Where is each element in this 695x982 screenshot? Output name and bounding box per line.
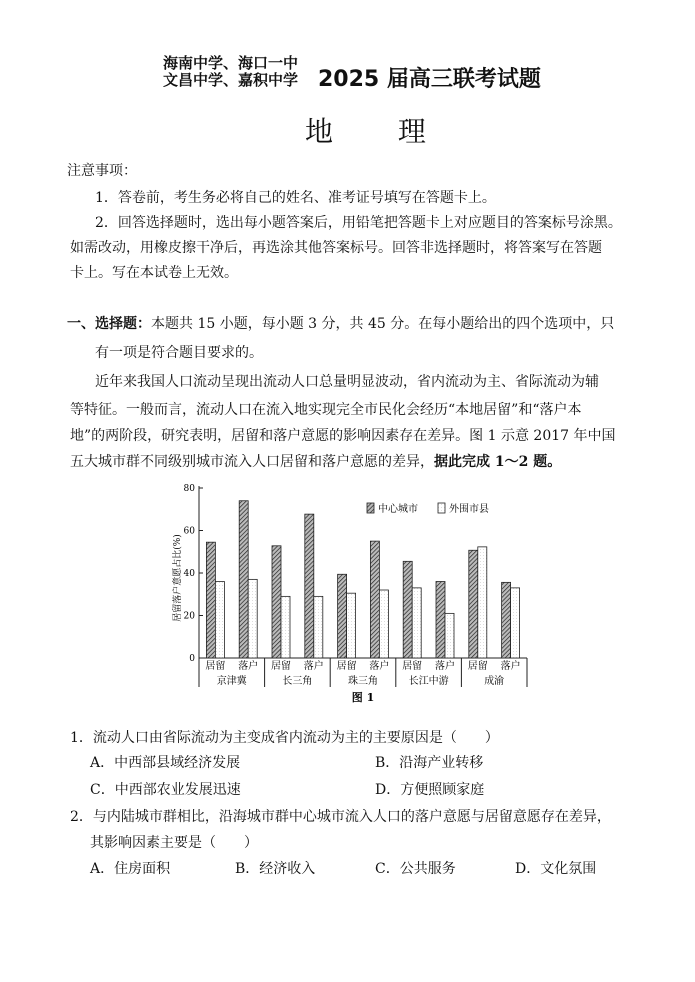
bar-center-city [272,546,281,658]
x-category-label: 居留 [336,661,357,672]
passage-line: 地”的两阶段，研究表明，居留和落户意愿的影响因素存在差异。图 1 示意 2017 年中国 [70,428,616,444]
bar-periphery [281,596,290,658]
bar-periphery [379,590,388,658]
bar-periphery [478,547,487,658]
q2-option-b[interactable]: B．经济收入 [235,861,316,877]
legend-label: 中心城市 [378,504,418,515]
bar-center-city [469,550,478,658]
bar-center-city [403,561,412,658]
passage-text: 五大城市群不同级别城市流入人口居留和落户意愿的差异， [70,454,434,470]
x-group-label: 京津冀 [216,676,247,687]
bar-periphery [215,582,224,659]
bar-center-city [436,582,445,659]
bar-periphery [314,596,323,658]
q1-option-a[interactable]: A．中西部县域经济发展 [90,755,241,771]
y-tick-label: 40 [183,569,195,579]
y-tick-label: 0 [189,654,195,664]
x-category-label: 落户 [435,661,455,672]
bar-center-city [370,541,379,658]
notice-item: 2．回答选择题时，选出每小题答案后，用铅笔把答题卡上对应题目的答案标号涂黑。 [95,215,622,231]
section-desc: 本题共 15 小题，每小题 3 分，共 45 分。在每小题给出的四个选项中，只 [151,316,615,332]
bar-center-city [502,582,511,658]
x-category-label: 居留 [271,661,291,672]
q1-option-d[interactable]: D．方便照顾家庭 [375,782,485,798]
schools-line-1: 海南中学、海口一中 [163,54,299,72]
section-label: 一、选择题： [67,316,151,332]
legend-swatch [367,503,374,513]
x-category-label: 居留 [467,661,488,672]
q1-option-b[interactable]: B．沿海产业转移 [375,755,484,771]
q2-option-a[interactable]: A．住房面积 [90,861,171,877]
x-category-label: 落户 [303,661,324,672]
section-desc-2: 有一项是符合题目要求的。 [95,345,263,361]
chart-title: 图 1 [351,691,375,704]
bar-periphery [412,588,421,658]
x-category-label: 落户 [369,661,390,672]
q2-option-c[interactable]: C．公共服务 [375,861,456,877]
y-tick-label: 80 [183,484,195,494]
y-axis-label: 居留落户意愿占比(%) [173,534,183,622]
notice-heading: 注意事项： [67,163,137,179]
subject-title: 地 理 [305,115,454,148]
x-category-label: 落户 [500,661,521,672]
x-category-label: 居留 [205,661,226,672]
x-group-label: 长三角 [282,676,313,687]
bar-center-city [206,542,215,658]
bar-center-city [305,514,314,658]
x-category-label: 居留 [402,661,423,672]
bar-periphery [347,593,356,658]
question-2-stem-2: 其影响因素主要是（ ） [90,835,258,851]
x-group-label: 长江中游 [408,676,449,687]
bar-periphery [445,613,454,658]
legend-label: 外围市县 [449,504,489,515]
x-group-label: 珠三角 [348,676,378,687]
q2-option-d[interactable]: D．文化氛围 [515,861,597,877]
y-tick-label: 20 [183,611,195,622]
y-tick-label: 60 [183,526,195,537]
question-2-stem: 2．与内陆城市群相比，沿海城市群中心城市流入人口的落户意愿与居留意愿存在差异， [70,809,611,825]
exam-title: 2025 届高三联考试题 [318,67,541,92]
legend-swatch [438,503,445,513]
notice-item: 卡上。写在本试卷上无效。 [70,265,238,281]
notice-item: 1．答卷前，考生务必将自己的姓名、准考证号填写在答题卡上。 [95,190,496,206]
x-category-label: 落户 [238,661,259,672]
bar-periphery [248,579,257,658]
passage-line: 近年来我国人口流动呈现出流动人口总量明显波动，省内流动为主、省际流动为辅 [95,374,599,390]
x-group-label: 成渝 [484,676,505,687]
bar-center-city [338,574,347,658]
q1-option-c[interactable]: C．中西部农业发展迅速 [90,782,241,798]
bar-periphery [511,588,520,658]
notice-item: 如需改动，用橡皮擦干净后，再选涂其他答案标号。回答非选择题时，将答案写在答题 [70,240,602,256]
schools-line-2: 文昌中学、嘉积中学 [163,71,299,89]
passage-instruction: 据此完成 1～2 题。 [434,454,562,470]
passage-line: 等特征。一般而言，流动人口在流入地实现完全市民化会经历“本地居留”和“落户本 [70,402,582,418]
question-1-stem: 1．流动人口由省际流动为主变成省内流动为主的主要原因是（ ） [70,730,499,746]
bar-center-city [239,501,248,658]
